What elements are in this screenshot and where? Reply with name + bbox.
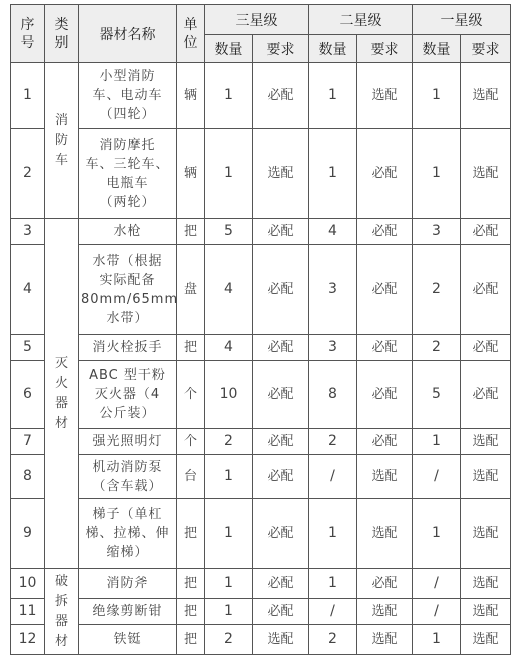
- header-no-char: 号: [20, 34, 35, 51]
- three-star-qty: 4: [205, 245, 253, 335]
- three-star-qty: 10: [205, 361, 253, 429]
- equipment-name-line: （四轮）: [99, 107, 156, 122]
- one-star-req: 必配: [461, 335, 511, 361]
- two-star-qty: 2: [309, 625, 357, 655]
- equipment-name: [79, 455, 177, 499]
- category-char: 材: [54, 633, 68, 649]
- category-cell: [45, 219, 79, 569]
- table-row: [11, 599, 511, 625]
- three-star-req: 必配: [253, 455, 309, 499]
- one-star-qty: /: [413, 455, 461, 499]
- two-star-qty: 2: [309, 429, 357, 455]
- equipment-name-line: 电瓶车: [106, 175, 149, 191]
- equipment-name-line: 车、电动车: [92, 88, 163, 103]
- three-star-req: 必配: [253, 335, 309, 361]
- equipment-table: [10, 4, 511, 655]
- header-qty: 数量: [413, 35, 461, 63]
- equipment-name-line: ABC 型干粉: [89, 368, 166, 383]
- equipment-name: [79, 569, 177, 599]
- table-row: [11, 455, 511, 499]
- row-number: 6: [11, 361, 45, 429]
- two-star-req: 选配: [357, 499, 413, 569]
- unit-cell: 把: [177, 625, 205, 655]
- category-char: 防: [54, 132, 68, 148]
- row-number: 4: [11, 245, 45, 335]
- row-number: 11: [11, 599, 45, 625]
- three-star-req: 必配: [253, 361, 309, 429]
- category-char: 消: [54, 112, 68, 128]
- one-star-qty: 1: [413, 499, 461, 569]
- category-cell: [45, 63, 79, 219]
- equipment-name: [79, 625, 177, 655]
- one-star-qty: 1: [413, 625, 461, 655]
- header-no: [11, 5, 45, 63]
- equipment-name-line: 80mm/65mm: [81, 291, 179, 307]
- header-row-1: [11, 5, 511, 35]
- row-number: 7: [11, 429, 45, 455]
- equipment-name-line: 水枪: [113, 224, 142, 239]
- row-number: 10: [11, 569, 45, 599]
- one-star-req: 选配: [461, 625, 511, 655]
- three-star-req: 必配: [253, 245, 309, 335]
- header-req: 要求: [253, 35, 309, 63]
- equipment-name: [79, 429, 177, 455]
- three-star-req: 必配: [253, 499, 309, 569]
- two-star-req: 必配: [357, 245, 413, 335]
- two-star-qty: 8: [309, 361, 357, 429]
- header-category-char: 类: [54, 16, 69, 33]
- three-star-qty: 1: [205, 599, 253, 625]
- three-star-qty: 1: [205, 63, 253, 129]
- one-star-qty: 1: [413, 63, 461, 129]
- two-star-qty: 1: [309, 499, 357, 569]
- category-char: 器: [54, 613, 68, 629]
- two-star-req: 选配: [357, 63, 413, 129]
- table-row: [11, 129, 511, 219]
- header-req: 要求: [357, 35, 413, 63]
- unit-cell: 把: [177, 499, 205, 569]
- row-number: 9: [11, 499, 45, 569]
- category-char: 火: [54, 375, 68, 391]
- equipment-name-line: 水带（根据: [92, 253, 163, 269]
- one-star-qty: 1: [413, 129, 461, 219]
- unit-cell: 把: [177, 569, 205, 599]
- row-number: 1: [11, 63, 45, 129]
- table-row: [11, 63, 511, 129]
- row-number: 5: [11, 335, 45, 361]
- three-star-req: 必配: [253, 599, 309, 625]
- three-star-qty: 1: [205, 569, 253, 599]
- equipment-name: [79, 129, 177, 219]
- unit-cell: 个: [177, 429, 205, 455]
- three-star-qty: 1: [205, 455, 253, 499]
- equipment-table-container: [10, 4, 511, 655]
- unit-cell: 盘: [177, 245, 205, 335]
- unit-cell: 台: [177, 455, 205, 499]
- equipment-name: [79, 63, 177, 129]
- one-star-qty: /: [413, 599, 461, 625]
- two-star-req: 选配: [357, 625, 413, 655]
- three-star-qty: 5: [205, 219, 253, 245]
- equipment-name: [79, 245, 177, 335]
- three-star-qty: 4: [205, 335, 253, 361]
- equipment-name-line: 消防斧: [106, 576, 149, 591]
- three-star-qty: 2: [205, 429, 253, 455]
- category-char: 材: [54, 415, 68, 431]
- equipment-name-line: 实际配备: [99, 272, 156, 288]
- header-level-3star: 三星级: [205, 5, 309, 35]
- three-star-qty: 1: [205, 499, 253, 569]
- header-name: 器材名称: [79, 5, 177, 63]
- equipment-name-line: 车、三轮车、: [85, 156, 170, 172]
- one-star-req: 必配: [461, 245, 511, 335]
- category-char: 拆: [54, 593, 68, 609]
- two-star-req: 选配: [357, 599, 413, 625]
- row-number: 2: [11, 129, 45, 219]
- three-star-req: 必配: [253, 63, 309, 129]
- one-star-qty: 1: [413, 429, 461, 455]
- category-char: 灭: [54, 355, 68, 371]
- equipment-name-line: 强光照明灯: [92, 434, 163, 449]
- one-star-req: 必配: [461, 361, 511, 429]
- unit-cell: 把: [177, 219, 205, 245]
- one-star-qty: 3: [413, 219, 461, 245]
- two-star-qty: 4: [309, 219, 357, 245]
- two-star-req: 必配: [357, 569, 413, 599]
- row-number: 3: [11, 219, 45, 245]
- header-unit-char: 位: [183, 34, 198, 51]
- one-star-qty: /: [413, 569, 461, 599]
- category-char: 车: [54, 152, 68, 168]
- one-star-req: 选配: [461, 599, 511, 625]
- two-star-req: 必配: [357, 219, 413, 245]
- unit-cell: 辆: [177, 129, 205, 219]
- category-cell: [45, 569, 79, 655]
- header-unit: [177, 5, 205, 63]
- table-row: [11, 335, 511, 361]
- header-level-2star: 二星级: [309, 5, 413, 35]
- table-row: [11, 429, 511, 455]
- two-star-qty: /: [309, 599, 357, 625]
- equipment-name-line: 机动消防泵: [92, 459, 163, 475]
- one-star-req: 选配: [461, 429, 511, 455]
- equipment-name-line: 小型消防: [99, 69, 156, 84]
- equipment-name: [79, 361, 177, 429]
- one-star-req: 选配: [461, 63, 511, 129]
- equipment-name-line: 梯、拉梯、伸: [85, 526, 170, 541]
- header-req: 要求: [461, 35, 511, 63]
- equipment-name-line: 灭火器（4: [94, 387, 161, 402]
- unit-cell: 把: [177, 599, 205, 625]
- two-star-qty: 1: [309, 63, 357, 129]
- three-star-req: 选配: [253, 129, 309, 219]
- header-category: [45, 5, 79, 63]
- header-unit-char: 单: [183, 16, 198, 33]
- equipment-name-line: 公斤装）: [99, 406, 156, 421]
- two-star-qty: 1: [309, 129, 357, 219]
- equipment-name: [79, 599, 177, 625]
- equipment-name: [79, 335, 177, 361]
- equipment-name-line: （两轮）: [99, 194, 156, 210]
- three-star-req: 必配: [253, 429, 309, 455]
- equipment-name-line: （含车载）: [92, 478, 163, 494]
- table-row: [11, 245, 511, 335]
- equipment-name-line: 消防摩托: [99, 137, 156, 153]
- equipment-name: [79, 219, 177, 245]
- two-star-qty: /: [309, 455, 357, 499]
- one-star-qty: 2: [413, 335, 461, 361]
- three-star-req: 选配: [253, 625, 309, 655]
- two-star-qty: 3: [309, 245, 357, 335]
- one-star-req: 选配: [461, 455, 511, 499]
- equipment-name-line: 绝缘剪断钳: [92, 604, 163, 619]
- header-category-char: 别: [54, 34, 69, 51]
- three-star-qty: 2: [205, 625, 253, 655]
- equipment-name-line: 梯子（单杠: [92, 507, 163, 522]
- category-char: 器: [54, 395, 68, 411]
- one-star-req: 选配: [461, 499, 511, 569]
- equipment-name: [79, 499, 177, 569]
- table-row: [11, 569, 511, 599]
- table-row: [11, 361, 511, 429]
- header-qty: 数量: [309, 35, 357, 63]
- equipment-name-line: 缩梯）: [106, 545, 149, 560]
- two-star-req: 必配: [357, 361, 413, 429]
- table-row: [11, 219, 511, 245]
- two-star-qty: 3: [309, 335, 357, 361]
- two-star-req: 必配: [357, 429, 413, 455]
- category-char: 破: [54, 573, 68, 589]
- unit-cell: 个: [177, 361, 205, 429]
- one-star-qty: 5: [413, 361, 461, 429]
- equipment-name-line: 水带）: [106, 310, 149, 326]
- two-star-req: 必配: [357, 335, 413, 361]
- unit-cell: 把: [177, 335, 205, 361]
- equipment-name-line: 铁铤: [113, 632, 142, 647]
- header-qty: 数量: [205, 35, 253, 63]
- two-star-req: 选配: [357, 455, 413, 499]
- table-body: [11, 63, 511, 655]
- one-star-req: 选配: [461, 569, 511, 599]
- three-star-req: 必配: [253, 219, 309, 245]
- three-star-qty: 1: [205, 129, 253, 219]
- header-level-1star: 一星级: [413, 5, 511, 35]
- one-star-req: 选配: [461, 129, 511, 219]
- header-no-char: 序: [20, 16, 35, 33]
- row-number: 12: [11, 625, 45, 655]
- two-star-req: 必配: [357, 129, 413, 219]
- one-star-req: 必配: [461, 219, 511, 245]
- three-star-req: 必配: [253, 569, 309, 599]
- two-star-qty: 1: [309, 569, 357, 599]
- table-row: [11, 499, 511, 569]
- table-row: [11, 625, 511, 655]
- unit-cell: 辆: [177, 63, 205, 129]
- equipment-name-line: 消火栓扳手: [92, 340, 163, 355]
- row-number: 8: [11, 455, 45, 499]
- one-star-qty: 2: [413, 245, 461, 335]
